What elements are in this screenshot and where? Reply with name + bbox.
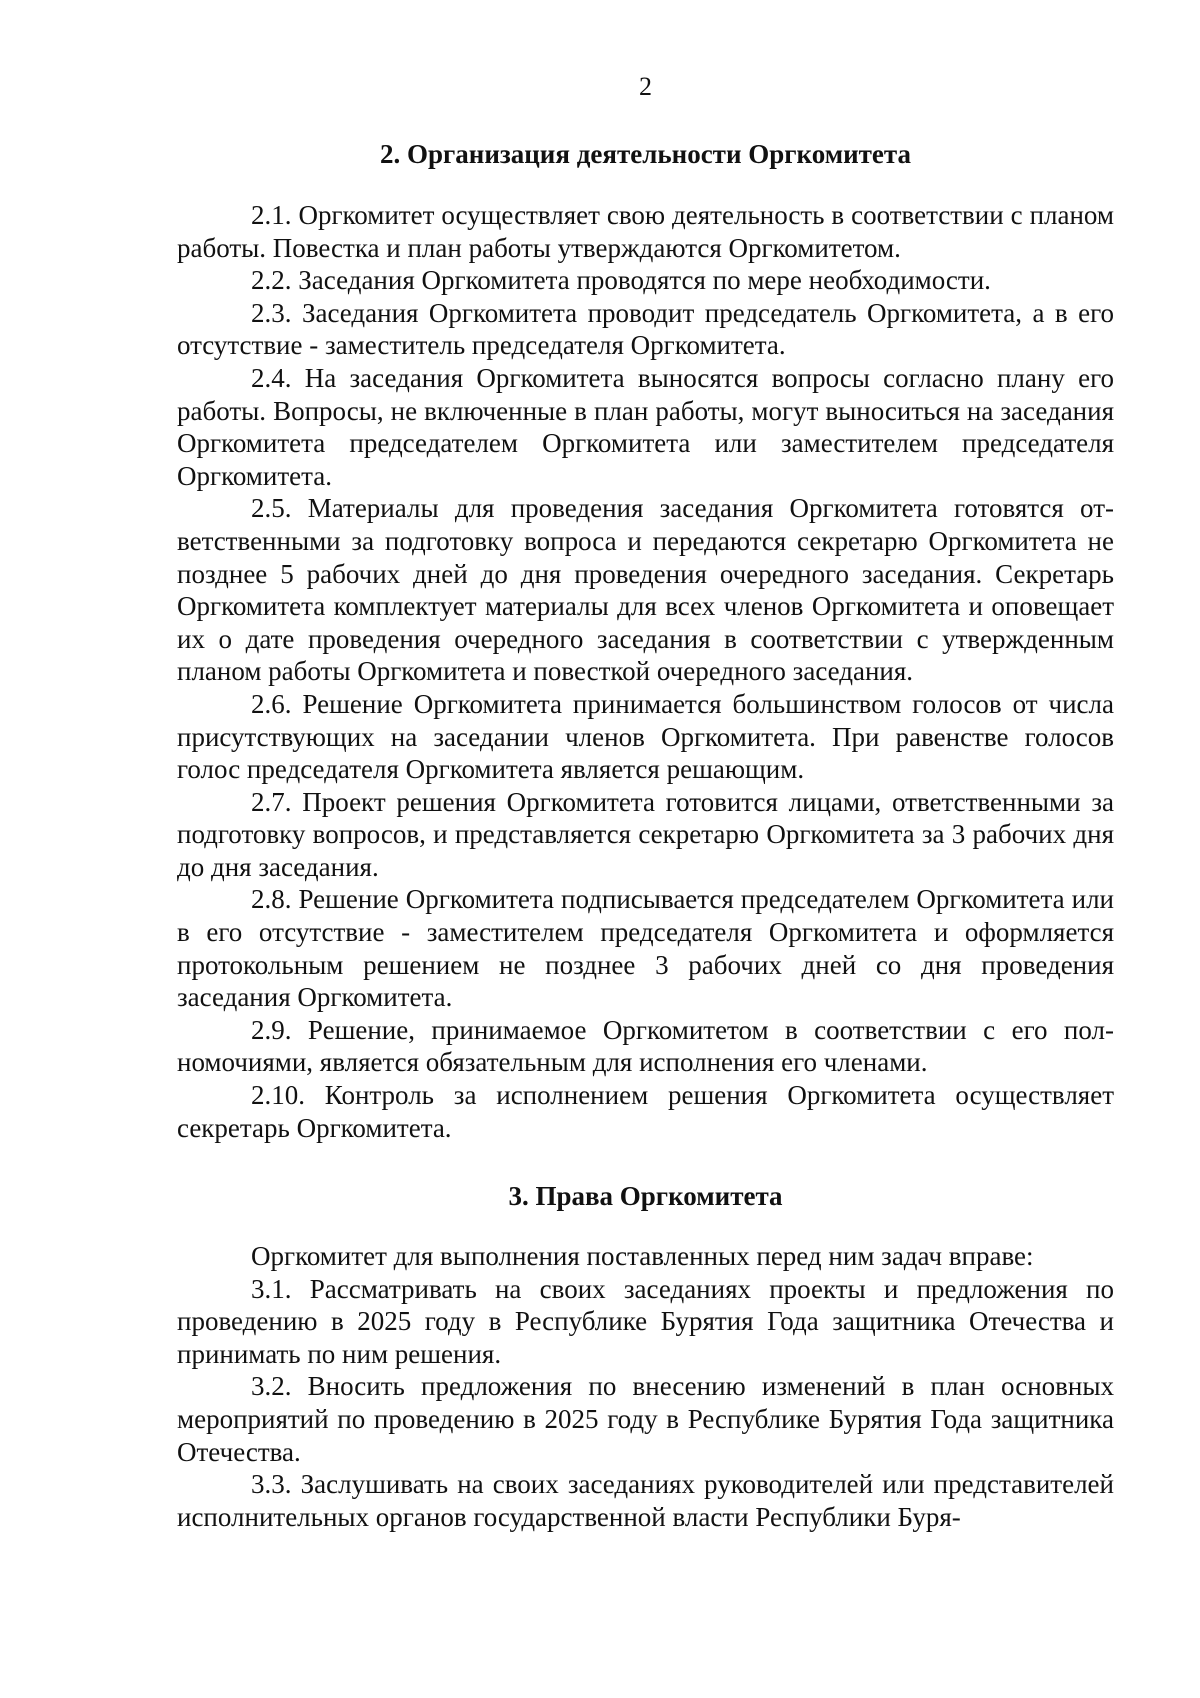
paragraph-3-intro: Оргкомитет для выполнения поставленных перед ним задач вправе:	[251, 1241, 1034, 1271]
section-2-body	[177, 199, 1114, 1144]
paragraph-2-3: 2.3. Заседания Оргкомитета проводит председатель Оргкомитета, а в его отсутствие - заместитель председателя Оргкомитета.	[177, 297, 1114, 361]
paragraph-3-1: 3.1. Рассматривать на своих заседаниях проекты и предложения по проведению в 2025 году в Республике Бурятия Года защитника Отечества и принимать по ним решения.	[177, 1273, 1114, 1369]
paragraph-2-2: 2.2. Заседания Оргкомитета проводятся по мере необходимости.	[251, 265, 991, 296]
section-3-body	[177, 1240, 1114, 1533]
paragraph-2-6: 2.6. Решение Оргкомитета принимается большинством голосов от числа присутствующих на заседании членов Оргкомитета. При равенстве голосов голос председателя Оргкомитета является решающим.	[177, 688, 1114, 785]
section-heading-3: 3. Права Оргкомитета	[508, 1181, 783, 1211]
paragraph-2-1: 2.1. Оргкомитет осуществляет свою деятельность в соответствии с планом работы. Повестка и план работы утверждаются Оргкомитетом.	[177, 200, 1114, 263]
paragraph-2-8: 2.8. Решение Оргкомитета подписывается председателем Оргкомитета или в его отсутствие - заместителем председателя Оргкомитета и оформляется протокольным решением не позднее 3 рабочих дней со дня проведения заседания Оргкомитета.	[177, 884, 1114, 1013]
page-number: 2	[639, 72, 652, 101]
paragraph-2-5: 2.5. Материалы для проведения заседания Оргкомитета готовятся ответственными за подготовку вопроса и передаются секретарю Оргкомитета не позднее 5 рабочих дней до дня проведения очередного заседания. Секретарь Оргкомитета комплектует материалы для всех членов Оргкомитета и оповещает их о дате проведения очередного заседания в соответствии с утвержденным планом работы Оргкомитета и повесткой очередного заседания.	[177, 493, 1114, 687]
paragraph-3-2: 3.2. Вносить предложения по внесению изменений в план основных мероприятий по проведению в 2025 году в Республике Бурятия Года защитника Отечества.	[177, 1371, 1114, 1467]
paragraph-2-7: 2.7. Проект решения Оргкомитета готовится лицами, ответственными за подготовку вопросов, и представляется секретарю Оргкомитета за 3 рабочих дня до дня заседания.	[177, 786, 1114, 882]
paragraph-2-9: 2.9. Решение, принимаемое Оргкомитетом в соответствии с его полномочиями, является обязательным для исполнения его членами.	[177, 1014, 1114, 1078]
paragraph-2-4: 2.4. На заседания Оргкомитета выносятся вопросы согласно плану его работы. Вопросы, не включенные в план работы, могут выноситься на заседания Оргкомитета председателем Оргкомитета или заместителем председателя Оргкомитета.	[177, 362, 1114, 491]
section-heading-2: 2. Организация деятельности Оргкомитета	[380, 139, 911, 169]
paragraph-3-3: 3.3. Заслушивать на своих заседаниях руководителей или представителей исполнительных органов государственной власти Республики Буря-	[177, 1469, 1114, 1532]
paragraph-2-10: 2.10. Контроль за исполнением решения Оргкомитета осуществляет секретарь Оргкомитета.	[177, 1080, 1114, 1143]
